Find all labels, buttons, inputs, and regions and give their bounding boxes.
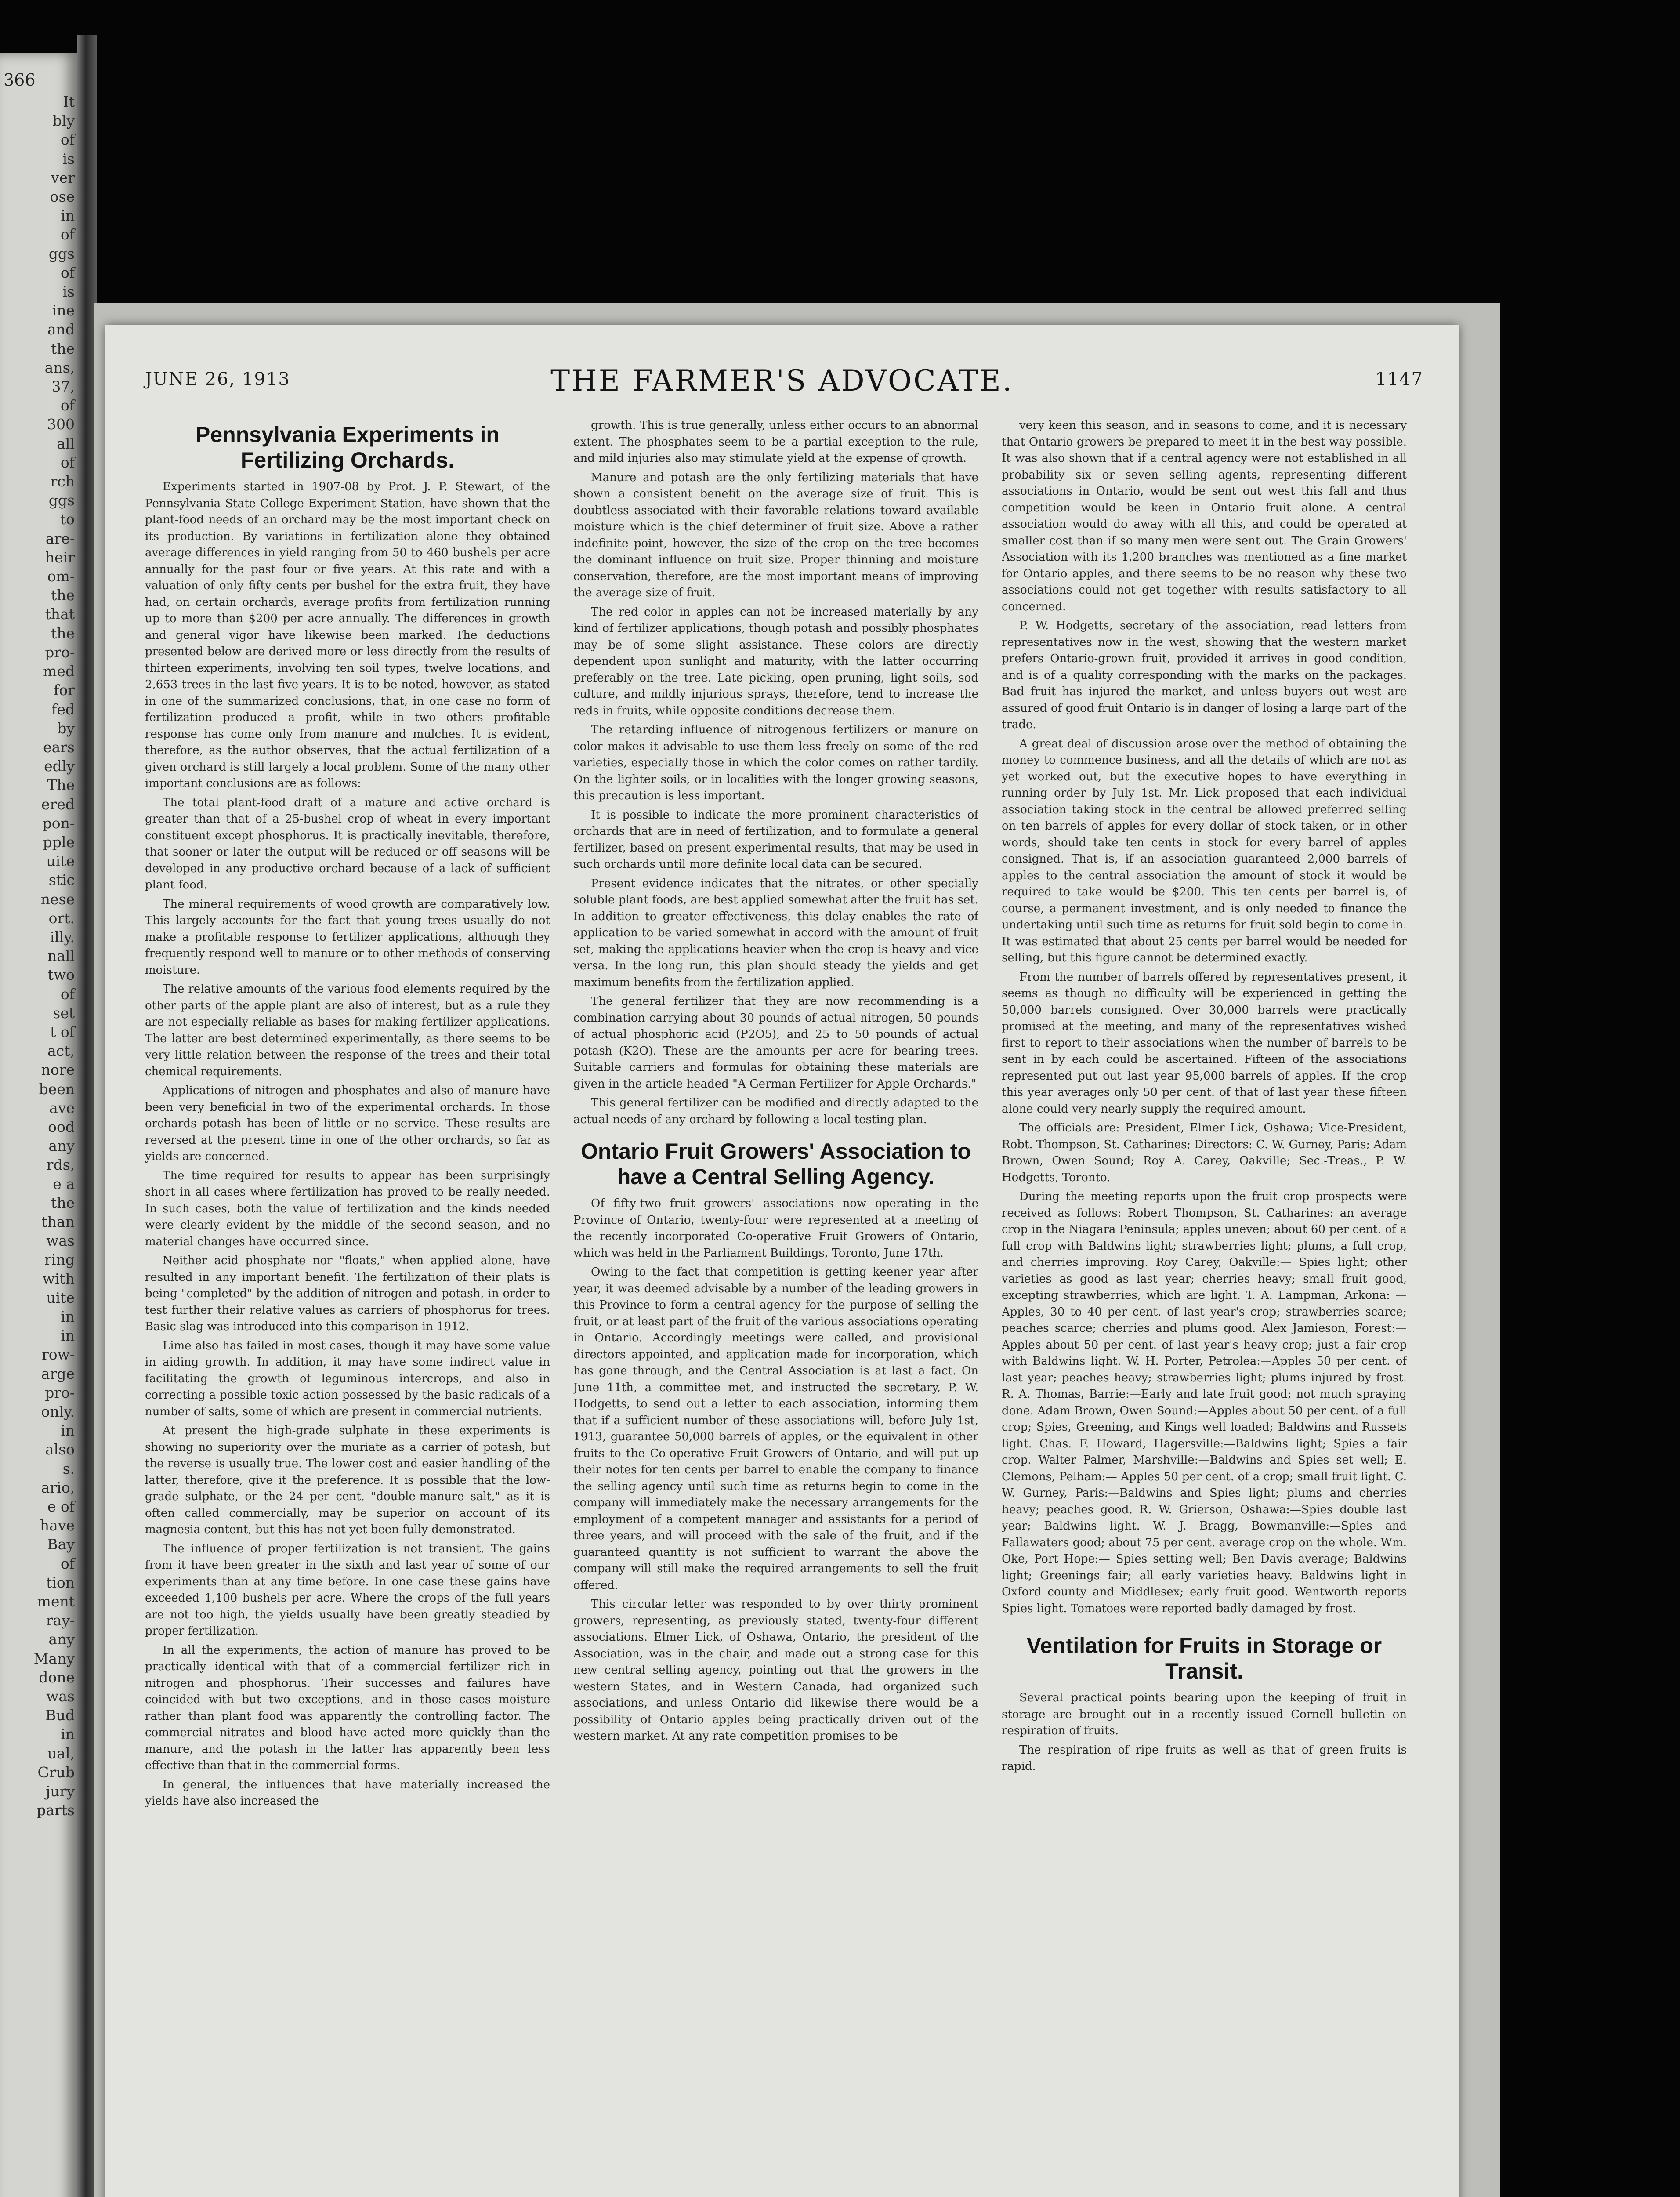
margin-line: any <box>48 1631 75 1648</box>
paragraph: The officials are: President, Elmer Lick, Oshawa; Vice-President, Robt. Thompson, St. Catharines; Directors: C. W. Gurney, Paris; Adam Brown, Owen Sound; Roy A. Carey, Oakville; Sec.-Treas., P. W. Hodgetts, Toronto. <box>1002 1121 1407 1184</box>
paragraph: P. W. Hodgetts, secretary of the association, read letters from representatives now in the west, showing that the western market prefers Ontario-grown fruit, provided it arrives in good condition, and is of a quality corresponding with the marks on the packages. Bad fruit has injured the market, and unless buyers out west are assured of good fruit Ontario is in danger of losing a large part of the trade. <box>1002 619 1407 731</box>
margin-line: ose <box>50 188 75 206</box>
margin-line: of <box>60 131 75 149</box>
margin-line: Grub <box>37 1763 75 1781</box>
margin-line: 37, <box>51 378 75 395</box>
paragraph: The red color in apples can not be increased materially by any kind of fertilizer applications, though potash and possibly phosphates may be of some slight assistance. These colors are directly dependent upon sunlight and maturity, with the latter occurring preferably on the tree. Late picking, open pruning, light soils, sod culture, and mildly injurious sprays, therefore, tend to increase the reds in fruits, while opposite conditions decrease them. <box>573 605 978 718</box>
margin-line: ual, <box>47 1744 75 1762</box>
margin-line: in <box>61 1726 75 1743</box>
margin-line: of <box>60 453 75 471</box>
paragraph: This general fertilizer can be modified and directly adapted to the actual needs of any orchard by following a local testing plan. <box>573 1096 978 1126</box>
margin-line: ered <box>41 795 75 813</box>
margin-line: t of <box>50 1023 75 1040</box>
margin-line: pon- <box>42 814 75 832</box>
margin-line: was <box>46 1232 75 1250</box>
margin-line: uite <box>46 1289 75 1306</box>
margin-line: ver <box>51 169 75 186</box>
margin-line: by <box>57 719 75 737</box>
margin-line: ave <box>49 1099 75 1117</box>
margin-line: two <box>47 966 75 984</box>
margin-line: rds, <box>46 1156 75 1174</box>
margin-line: with <box>42 1270 75 1287</box>
margin-line: ggs <box>48 245 75 262</box>
margin-line: pro- <box>45 1384 75 1401</box>
margin-line: of <box>60 264 75 281</box>
paragraph: Present evidence indicates that the nitrates, or other specially soluble plant foods, are best applied somewhat after the fruit has set. In addition to greater effectiveness, this delay enables the rate of application to be varied somewhat in accord with the amount of fruit set, making the applications heavier when the crop is heavy and vice versa. In the long run, this plan should steady the yields and get maximum benefits from the fertilization applied. <box>573 877 978 989</box>
margin-line: the <box>51 624 75 642</box>
column-3 <box>1002 417 1407 2197</box>
column-2 <box>573 417 978 2197</box>
paragraph: It is possible to indicate the more prominent characteristics of orchards that are in need of fertilization, and to formulate a general fertilizer, based on present experimental results, that may be used in such orchards until more definite local data can be secured. <box>573 808 978 871</box>
margin-line: heir <box>45 548 75 566</box>
paragraph: Owing to the fact that competition is getting keener year after year, it was deemed advisable by a number of the leading growers in this Province to form a central agency for the purpose of selling the fruit, or at least part of the fruit of the various associations operating in Ontario. Accordingly meetings were called, and provisional directors appointed, and application made for incorporation, which has gone through, and the Central Association is at last a fact. On June 11th, a committee met, and instructed the secretary, P. W. Hodgetts, to send out a letter to each association, informing them that if a sufficient number of these associations will, before July 1st, 1913, guarantee 50,000 barrels of apples, or the equivalent in other fruits to the Co-operative Fruit Growers of Ontario, and will put up their notes for ten cents per barrel to enable the company to finance the selling agency until such time as returns begin to come in the company will immediately make the necessary arrangements for the employment of a competent manager and assistants for a period of three years, and will proceed with the sale of the fruit, and if the guaranteed quantity is not sufficient to warrant the above the company will still make the required arrangements to sell the fruit offered. <box>573 1265 978 1592</box>
margin-line: 300 <box>47 416 75 433</box>
margin-line: pple <box>43 833 75 851</box>
margin-line: Bud <box>45 1707 75 1724</box>
margin-line: are- <box>45 529 75 547</box>
paragraph: Lime also has failed in most cases, though it may have some value in aiding growth. In addition, it may have some indirect value in facilitating the growth of leguminous intercrops, and also in correcting a possible toxic action possessed by the basic radicals of a number of salts, some of which are present in commercial nutrients. <box>145 1339 550 1418</box>
paragraph: Several practical points bearing upon the keeping of fruit in storage are brought out in a recently issued Cornell bulletin on respiration of fruits. <box>1002 1691 1407 1737</box>
margin-line: was <box>46 1688 75 1705</box>
margin-line: ears <box>43 738 75 756</box>
margin-line: pro- <box>45 643 75 661</box>
margin-line: ring <box>44 1251 75 1269</box>
paragraph: This circular letter was responded to by over thirty prominent growers, representing, as previously stated, twenty-four different associations. Elmer Lick, of Oshawa, Ontario, the president of the Association, was in the chair, and made out a strong case for this new central selling agency, pointing out that the growers in the western States, and in Western Canada, had organized such associations, and unless Ontario did likewise there would be a possibility of Ontario apples being practically driven out of the western market. At any rate competition promises to be <box>573 1598 978 1743</box>
margin-line: om- <box>47 568 75 585</box>
margin-line: Many <box>33 1650 75 1667</box>
margin-line: for <box>54 682 75 699</box>
masthead-title: THE FARMER'S ADVOCATE. <box>550 364 1014 398</box>
margin-line: only. <box>41 1403 75 1421</box>
margin-line: edly <box>44 758 75 775</box>
margin-line: jury <box>46 1783 75 1800</box>
book-gutter <box>77 35 97 2197</box>
margin-line: row- <box>41 1346 75 1363</box>
margin-line: in <box>61 1422 75 1439</box>
margin-line: ood <box>48 1118 75 1135</box>
margin-line: e of <box>47 1498 75 1515</box>
margin-line: that <box>45 605 75 623</box>
article-heading-ventilation: Ventilation for Fruits in Storage or Transit. <box>1026 1633 1382 1683</box>
margin-line: uite <box>46 852 75 870</box>
previous-page-fragment <box>0 53 77 2197</box>
paragraph: Manure and potash are the only fertilizing materials that have shown a consistent benefit on the average size of fruit. This is doubtless associated with their favorable relations toward available moisture which is the chief determiner of fruit size. Above a rather indefinite point, however, the size of the crop on the tree becomes the dominant influence on fruit size. Proper thinning and moisture conservation, therefore, are the most important means of improving the average size of fruit. <box>573 471 978 599</box>
paragraph: The mineral requirements of wood growth are comparatively low. This largely accounts for the fact that young trees usually do not make a profitable response to fertilizer applications, although they frequently respond well to manure or to other methods of conserving moisture. <box>145 897 550 977</box>
article-body-fertilizing-continued <box>573 417 978 1128</box>
margin-line: fed <box>51 700 75 718</box>
margin-line: rch <box>50 473 75 490</box>
article-body-ontario-fruit-growers <box>573 1196 978 1745</box>
margin-line: in <box>61 1308 75 1325</box>
paragraph: In general, the influences that have materially increased the yields have also increased the <box>145 1778 550 1808</box>
margin-line: the <box>51 1194 75 1211</box>
margin-line: parts <box>36 1802 75 1819</box>
margin-line: stic <box>48 871 75 889</box>
margin-line: ine <box>52 302 75 319</box>
margin-line: any <box>48 1137 75 1155</box>
margin-line: e a <box>53 1175 75 1193</box>
page-number: 1147 <box>1375 369 1423 389</box>
paragraph: Neither acid phosphate nor "floats," when applied alone, have resulted in any important benefit. The fertilization of their plats is being "completed" by the addition of nitrogen and potash, in order to test further their relative values as carriers of phosphorus for trees. Basic slag was introduced into this comparison in 1912. <box>145 1254 550 1333</box>
paragraph: During the meeting reports upon the fruit crop prospects were received as follows: Robert Thompson, St. Catharines: an average crop in the Niagara Peninsula; apples uneven; about 60 per cent. of a full crop with Baldwins light; strawberries light; plums, a full crop, and cherries improving. Roy Carey, Oakville:— Spies light; other varieties as good as last year; cherries heavy; small fruit good, excepting strawberries, which are light. T. A. Lampman, Arkona: —Apples, 30 to 40 per cent. of last year's crop; strawberries scarce; peaches scarce; cherries and plums good. Alex Jamieson, Forest:—Apples about 50 per cent. of last year's heavy crop; just a fair crop with Baldwins light. W. H. Porter, Petrolea:—Apples 50 per cent. of last year; peaches heavy; strawberries light; plums injured by frost. R. A. Thomas, Barrie:—Early and late fruit good; not much spraying done. Adam Brown, Owen Sound:—Apples about 50 per cent. of a full crop; Spies, Greening, and Kings well loaded; Baldwins and Russets light. Chas. F. Howard, Hagersville:—Baldwins light; Spies a fair crop. Walter Palmer, Marshville:—Baldwins and Spies set well; E. Clemons, Pelham:— Apples 50 per cent. of a crop; small fruit light. C. W. Gurney, Paris:—Baldwins and Spies light; plums and cherries heavy; peaches good. R. W. Grierson, Oshawa:—Spies double last year; Baldwins light. W. J. Bragg, Bowmanville:—Spies and Fallawaters good; about 75 per cent. average crop on the whole. Wm. Oke, Port Hope:— Spies setting well; Ben Davis average; Baldwins light; Greenings fair; all early varieties heavy. Baldwins light in Oxford county and Middlesex; early fruit good. Wentworth reports Spies light. Tomatoes were reported badly damaged by frost. <box>1002 1190 1407 1615</box>
margin-line: of <box>60 397 75 414</box>
margin-line: and <box>47 321 75 338</box>
margin-line: done <box>39 1668 75 1686</box>
margin-line: illy. <box>50 928 75 946</box>
paragraph: From the number of barrels offered by representatives present, it seems as though no difficulty will be experienced in getting the 50,000 barrels consigned. Over 30,000 barrels were practically promised at the meeting, and many of the representatives wished first to report to their associations when the number of barrels to be sent in by each could be ascertained. Fifteen of the associations represented put out last year 95,000 barrels of apples. If the crop this year averages only 50 per cent. of that of last year these fifteen alone could very nearly supply the required amount. <box>1002 970 1407 1116</box>
column-1 <box>145 417 550 2197</box>
paragraph: The general fertilizer that they are now recommending is a combination carrying about 30 pounds of actual nitrogen, 50 pounds of actual phosphoric acid (P2O5), and 25 to 50 pounds of actual potash (K2O). These are the amounts per acre for bearing trees. Suitable carriers and formulas for obtaining these materials are given in the article headed "A German Fertilizer for Apple Orchards." <box>573 995 978 1091</box>
margin-line: been <box>39 1080 75 1098</box>
margin-line: to <box>60 511 75 528</box>
margin-line: bly <box>52 112 75 130</box>
paragraph: A great deal of discussion arose over the method of obtaining the money to commence business, and all the details of which are not as yet worked out, but the executive hopes to have everything in running order by July 1st. Mr. Lick proposed that each individual association taking stock in the central be allowed preferred selling on ten barrels of apples for every dollar of stock taken, or in other words, should take ten cents in stock for every barrel of apples consigned. That is, if an association guaranteed 2,000 barrels of apples to the central association the amount of stock it would be required to take would be $200. This ten cents per barrel is, of course, a permanent investment, and is only needed to finance the undertaking until such time as returns for fruit sold begin to come in. It was estimated that about 25 cents per barrel would be needed for selling, but this figure cannot be determined exactly. <box>1002 737 1407 964</box>
article-body-fertilizing-orchards <box>145 479 550 1810</box>
margin-line: the <box>51 587 75 604</box>
paragraph: The time required for results to appear has been surprisingly short in all cases where fertilization has proved to be really needed. In such cases, both the value of fertilization and the kinds needed were clearly evident by the middle of the second season, and no material changes have occurred since. <box>145 1169 550 1248</box>
margin-line: nese <box>40 890 75 908</box>
paragraph: The influence of proper fertilization is not transient. The gains from it have been greater in the sixth and last year of some of our experiments than at any time before. In one case these gains have exceeded 1,100 bushels per acre. Where the crops of the full years are not too high, the yields usually have been greatly steadied by proper fertilization. <box>145 1542 550 1638</box>
paragraph: The retarding influence of nitrogenous fertilizers or manure on color makes it advisable to use them less freely on some of the red varieties, especially those in which the color comes on rather tardily. On the lighter soils, or in localities with the longer growing seasons, this precaution is less important. <box>573 723 978 802</box>
newspaper-page <box>105 325 1459 2197</box>
article-heading-ontario-fruit-growers: Ontario Fruit Growers' Association to have a Central Selling Agency. <box>581 1139 971 1189</box>
paragraph: Experiments started in 1907-08 by Prof. J. P. Stewart, of the Pennsylvania State College Experiment Station, have shown that the plant-food needs of an orchard may be the most important check on its production. By variations in fertilization alone they obtained average differences in yield ranging from 50 to 460 bushels per acre annually for the past four or five years. At this rate and with a valuation of only fifty cents per bushel for the extra fruit, they have had, on certain orchards, average profits from fertilization running up to more than $200 per acre annually. The differences in growth and general vigor have likewise been marked. The deductions presented below are derived more or less directly from the results of thirteen experiments, involving ten soil types, twelve locations, and 2,653 trees in the last five years. It is to be noted, however, as stated in one of the summarized conclusions, that, in one case no form of fertilization produced a profit, while in two others profitable response has come only from manure and mulches. It is evident, therefore, as the author observes, that the actual fertilization of a given orchard is still largely a local problem. Some of the many other important conclusions are as follows: <box>145 480 550 790</box>
paragraph: The relative amounts of the various food elements required by the other parts of the apple plant are also of interest, but as a rule they are not especially reliable as bases for making fertilizer applications. The latter are best determined experimentally, as there seems to be very little relation between the response of the trees and their total chemical requirements. <box>145 982 550 1078</box>
margin-line: ggs <box>48 492 75 509</box>
paragraph: The respiration of ripe fruits as well as that of green fruits is rapid. <box>1002 1743 1407 1773</box>
previous-page-number: 366 <box>4 70 36 90</box>
paragraph: growth. This is true generally, unless either occurs to an abnormal extent. The phosphates seem to be a partial exception to the rule, and mild injuries also may stimulate yield at the expense of growth. <box>573 419 978 465</box>
margin-line: It <box>63 93 75 110</box>
margin-line: also <box>45 1441 75 1458</box>
margin-line: The <box>47 776 75 794</box>
paragraph: In all the experiments, the action of manure has proved to be practically identical with that of a commercial fertilizer rich in nitrogen and phosphorus. Their successes and failures have coincided with but two exceptions, and in those cases moisture rather than plant food was apparently the controlling factor. The commercial nitrates and blood have acted more quickly than the manure, and the potash in the latter has apparently been less effective than that in the commercial forms. <box>145 1643 550 1772</box>
margin-line: s. <box>62 1460 75 1477</box>
margin-line: ray- <box>46 1612 75 1629</box>
margin-line: of <box>60 985 75 1003</box>
margin-line: Bay <box>47 1536 75 1553</box>
margin-line: the <box>51 340 75 357</box>
margin-line: nore <box>41 1061 75 1079</box>
article-body-ventilation <box>1002 1690 1407 1775</box>
paragraph: Applications of nitrogen and phosphates and also of manure have been very beneficial in two of the experimental orchards. In those orchards potash has been of little or no service. These results are reversed at the present time in one of the other orchards, so far as yields are concerned. <box>145 1084 550 1163</box>
issue-date: JUNE 26, 1913 <box>145 369 290 389</box>
article-body-ontario-continued <box>1002 417 1407 1617</box>
margin-line: arge <box>41 1365 75 1382</box>
margin-line: nall <box>47 947 75 965</box>
margin-line: set <box>53 1004 75 1022</box>
margin-line: of <box>60 1555 75 1572</box>
article-heading-fertilizing-orchards: Pennsylvania Experiments in Fertilizing Orchards. <box>196 422 500 472</box>
margin-line: have <box>40 1517 75 1534</box>
margin-line: ans, <box>44 359 75 376</box>
margin-line: act, <box>47 1042 75 1060</box>
margin-line: ort. <box>48 909 75 927</box>
margin-line: ment <box>37 1593 75 1610</box>
margin-line: all <box>57 435 75 452</box>
margin-line: is <box>62 283 75 301</box>
previous-page-text <box>22 92 75 1820</box>
margin-line: ario, <box>41 1479 75 1496</box>
paragraph: very keen this season, and in seasons to come, and it is necessary that Ontario growers be prepared to meet it in the best way possible. It was also shown that if a central agency were not established in all probability six or seven selling agents, representing different associations in Ontario, would be sent out west this fall and thus competition would be keen in Ontario fruit alone. A central association would do away with all this, and could be operated at smaller cost than if so many men were sent out. The Grain Growers' Association with its 1,200 branches was mentioned as a fine market for Ontario apples, and there seems to be no reason why these two associations could not get together with results satisfactory to all concerned. <box>1002 419 1407 613</box>
margin-line: in <box>61 1327 75 1345</box>
paragraph: Of fifty-two fruit growers' associations now operating in the Province of Ontario, twenty-four were represented at a meeting of the recently incorporated Co-operative Fruit Growers of Ontario, which was held in the Parliament Buildings, Toronto, June 17th. <box>573 1197 978 1260</box>
margin-line: in <box>61 207 75 225</box>
margin-line: med <box>43 663 75 680</box>
paragraph: The total plant-food draft of a mature and active orchard is greater than that of a 25-bushel crop of wheat in every important constituent except phosphorus. It is practically inevitable, therefore, that sooner or later the output will be reduced or off seasons will be developed in any productive orchard because of a lack of sufficient plant food. <box>145 796 550 892</box>
margin-line: is <box>62 150 75 167</box>
margin-line: tion <box>46 1573 75 1591</box>
margin-line: than <box>41 1213 75 1230</box>
margin-line: of <box>60 226 75 243</box>
paragraph: At present the high-grade sulphate in these experiments is showing no superiority over the muriate as a carrier of potash, but the reverse is usually true. The lower cost and easier handling of the latter, therefore, give it the preference. It is possible that the low-grade sulphate, or the 24 per cent. "double-manure salt," as it is often called commercially, may be superior on account of its magnesia content, but this has not yet been fully demonstrated. <box>145 1424 550 1536</box>
